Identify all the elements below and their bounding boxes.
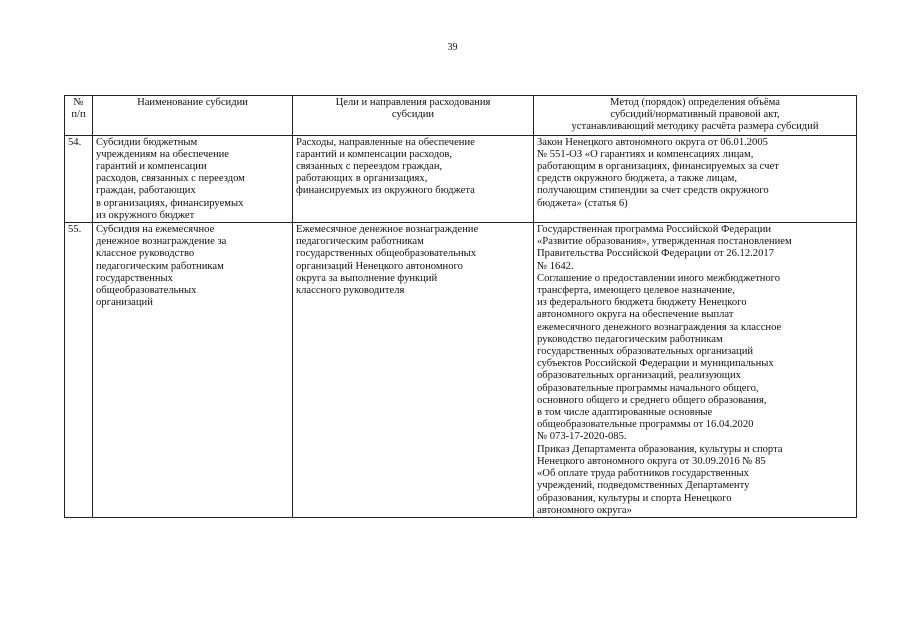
- cell-line: из окружного бюджет: [96, 209, 195, 221]
- cell-line: из федерального бюджета бюджету Ненецкого: [537, 297, 747, 309]
- cell-line: Наименование субсидии: [137, 97, 248, 108]
- cell-line: автономного округа на обеспечение выплат: [537, 309, 734, 321]
- cell-line: в том числе адаптированные основные: [537, 407, 713, 419]
- cell-line: автономного округа»: [537, 504, 632, 516]
- cell-line: Метод (порядок) определения объёма: [610, 97, 780, 108]
- cell-line: № 1642.: [537, 260, 574, 272]
- cell-line: Расходы, направленные на обеспечение: [296, 136, 475, 148]
- cell-line: работающих в организациях,: [296, 173, 428, 185]
- cell-line: организаций Ненецкого автономного: [296, 260, 463, 272]
- cell-line: финансируемых из окружного бюджета: [296, 185, 475, 197]
- cell-line: учреждениям на обеспечение: [96, 148, 230, 160]
- cell-line: субсидий/нормативный правовой акт,: [610, 109, 780, 121]
- cell-line: Субсидия на ежемесячное: [96, 224, 215, 236]
- page-number: 39: [447, 42, 458, 53]
- table-row: [65, 135, 857, 222]
- header-num: [65, 96, 93, 136]
- cell-line: образования, культуры и спорта Ненецкого: [537, 492, 732, 504]
- cell-line: государственных общеобразовательных: [296, 248, 477, 260]
- cell-line: организаций: [96, 297, 153, 309]
- cell-line: Ежемесячное денежное вознаграждение: [296, 224, 479, 236]
- cell-line: основного общего и среднего общего образования,: [537, 394, 767, 406]
- cell-line: получающим стипендии за счет средств окружного: [537, 185, 769, 197]
- subsidies-table: [64, 95, 857, 518]
- cell-line: граждан, работающих: [96, 185, 196, 197]
- cell-line: связанных с переездом граждан,: [296, 161, 443, 173]
- cell-line: гарантий и компенсации расходов,: [296, 148, 453, 160]
- cell-line: Закон Ненецкого автономного округа от 06.01.2005: [537, 136, 768, 148]
- cell-line: образовательных организаций, реализующих: [537, 370, 741, 382]
- header-method: [534, 96, 857, 136]
- cell-line: №: [73, 97, 84, 108]
- cell-line: педагогическим работникам: [96, 260, 224, 272]
- cell-goal: [293, 135, 534, 222]
- cell-name: [93, 223, 293, 518]
- table-header: [65, 96, 857, 136]
- cell-line: государственных образовательных организаций: [537, 346, 754, 358]
- cell-line: субъектов Российской Федерации и муниципальных: [537, 358, 774, 370]
- cell-line: устанавливающий методику расчёта размера субсидий: [571, 121, 819, 133]
- cell-line: государственных: [96, 272, 173, 284]
- cell-line: субсидии: [391, 109, 435, 121]
- header-name: [93, 96, 293, 136]
- cell-line: общеобразовательных: [96, 285, 197, 297]
- cell-line: округа за выполнение функций: [296, 272, 438, 284]
- cell-line: учреждений, подведомственных Департаменту: [537, 480, 750, 492]
- cell-line: п/п: [71, 109, 86, 121]
- cell-line: средств окружного бюджета, а также лицам,: [537, 173, 737, 185]
- cell-line: Соглашение о предоставлении иного межбюджетного: [537, 272, 781, 284]
- cell-line: ежемесячного денежного вознаграждения за классное: [537, 321, 782, 333]
- table-body: [65, 135, 857, 517]
- cell-line: «Развитие образования», утвержденная постановлением: [537, 236, 792, 248]
- cell-goal: [293, 223, 534, 518]
- cell-method: [534, 135, 857, 222]
- cell-line: работающим в организациях, финансируемых за счет: [537, 161, 779, 173]
- cell-line: Правительства Российской Федерации от 26.12.2017: [537, 248, 774, 260]
- cell-line: образовательные программы начального общего,: [537, 382, 759, 394]
- cell-line: расходов, связанных с переездом: [96, 173, 245, 185]
- cell-line: трансферта, имеющего целевое назначение,: [537, 285, 735, 297]
- cell-line: № 551-ОЗ «О гарантиях и компенсациях лицам,: [537, 148, 754, 160]
- row-number: 55.: [65, 223, 93, 518]
- cell-line: Государственная программа Российской Федерации: [537, 224, 772, 236]
- cell-line: общеобразовательные программы от 16.04.2020: [537, 419, 754, 431]
- cell-line: классного руководителя: [296, 285, 405, 297]
- table-row: [65, 223, 857, 518]
- cell-line: в организациях, финансируемых: [96, 197, 244, 209]
- cell-line: Ненецкого автономного округа от 30.09.2016 № 85: [537, 455, 766, 467]
- cell-line: бюджета» (статья 6): [537, 197, 628, 209]
- cell-line: № 073-17-2020-085.: [537, 431, 627, 443]
- cell-line: гарантий и компенсации: [96, 161, 207, 173]
- cell-line: Цели и направления расходования: [335, 97, 491, 108]
- cell-line: Приказ Департамента образования, культуры и спорта: [537, 443, 783, 455]
- row-number: 54.: [65, 135, 93, 222]
- cell-line: Субсидии бюджетным: [96, 136, 198, 148]
- header-row: [65, 96, 857, 136]
- cell-line: руководство педагогическим работникам: [537, 333, 723, 345]
- cell-line: классное руководство: [96, 248, 195, 260]
- cell-line: денежное вознаграждение за: [96, 236, 227, 248]
- cell-method: [534, 223, 857, 518]
- cell-name: [93, 135, 293, 222]
- header-goal: [293, 96, 534, 136]
- cell-line: педагогическим работникам: [296, 236, 424, 248]
- cell-line: «Об оплате труда работников государственных: [537, 468, 749, 480]
